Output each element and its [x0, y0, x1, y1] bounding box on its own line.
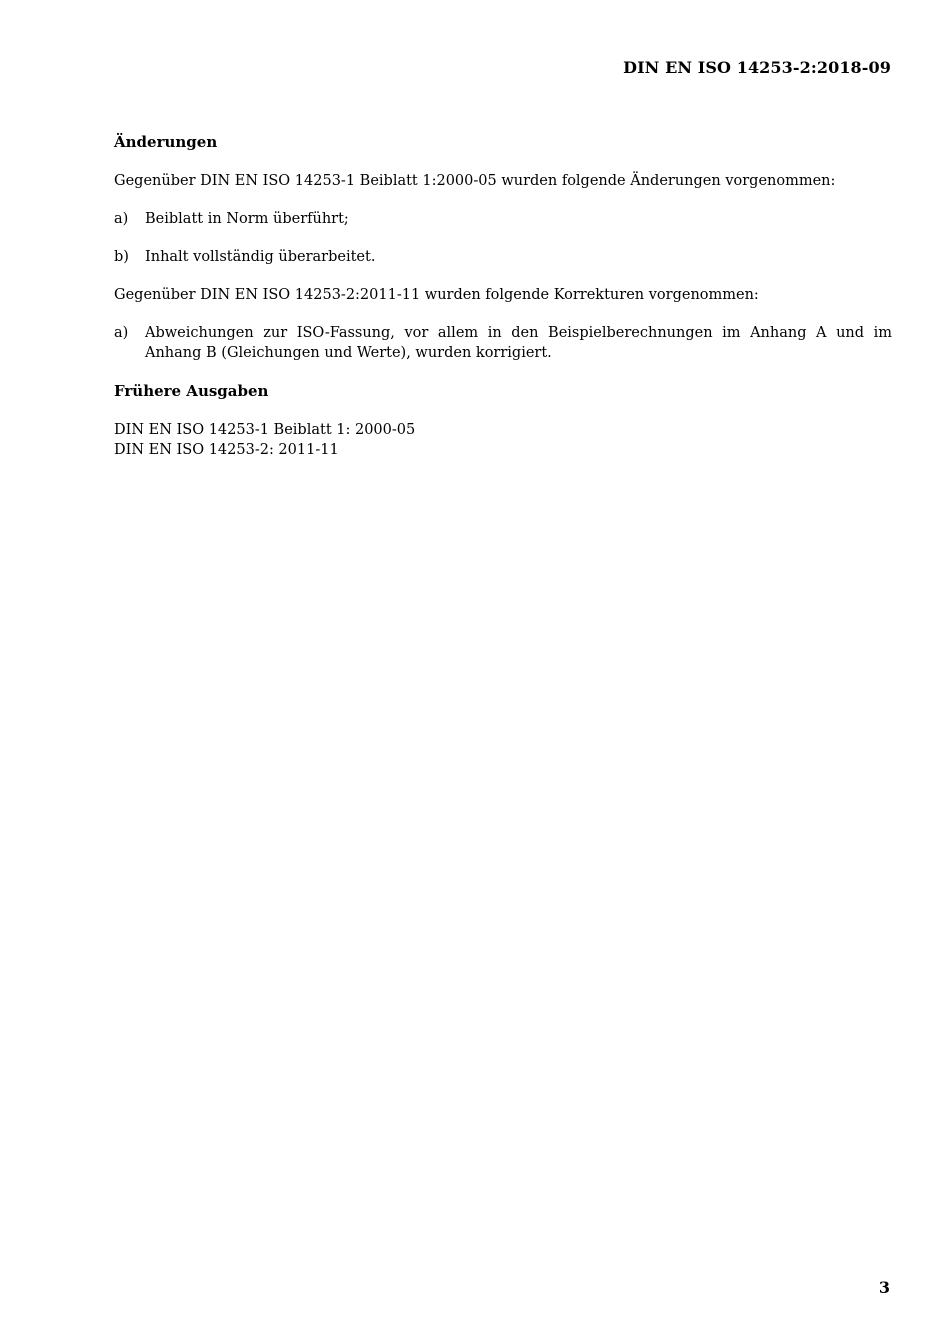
- list-item: [114, 247, 892, 267]
- page-content: [114, 132, 892, 460]
- document-id-header: DIN EN ISO 14253-2:2018-09: [623, 58, 891, 77]
- list-item-text: Inhalt vollständig überarbeitet.: [145, 249, 376, 265]
- list-item-label: a): [114, 325, 129, 341]
- list-item: [114, 209, 892, 229]
- list-item-label: a): [114, 211, 129, 227]
- changes-heading: Änderungen: [114, 133, 218, 151]
- list-item-text: Beiblatt in Norm überführt;: [145, 211, 349, 227]
- list-item-label: b): [114, 249, 129, 265]
- previous-editions-heading: Frühere Ausgaben: [114, 382, 269, 400]
- changes-intro-2: Gegenüber DIN EN ISO 14253-2:2011-11 wurden folgende Korrekturen vorgenommen:: [114, 287, 759, 303]
- previous-edition-item: DIN EN ISO 14253-1 Beiblatt 1: 2000-05: [114, 422, 416, 438]
- list-item: [114, 323, 892, 363]
- changes-intro-1: Gegenüber DIN EN ISO 14253-1 Beiblatt 1:2000-05 wurden folgende Änderungen vorgenommen:: [114, 173, 836, 189]
- page-number: 3: [878, 1278, 890, 1297]
- list-item-text: Abweichungen zur ISO-Fassung, vor allem in den Beispielberechnungen im Anhang A und im Anhang B (Gleichungen und Werte), wurden korrigiert.: [145, 325, 892, 361]
- previous-edition-item: DIN EN ISO 14253-2: 2011-11: [114, 442, 339, 458]
